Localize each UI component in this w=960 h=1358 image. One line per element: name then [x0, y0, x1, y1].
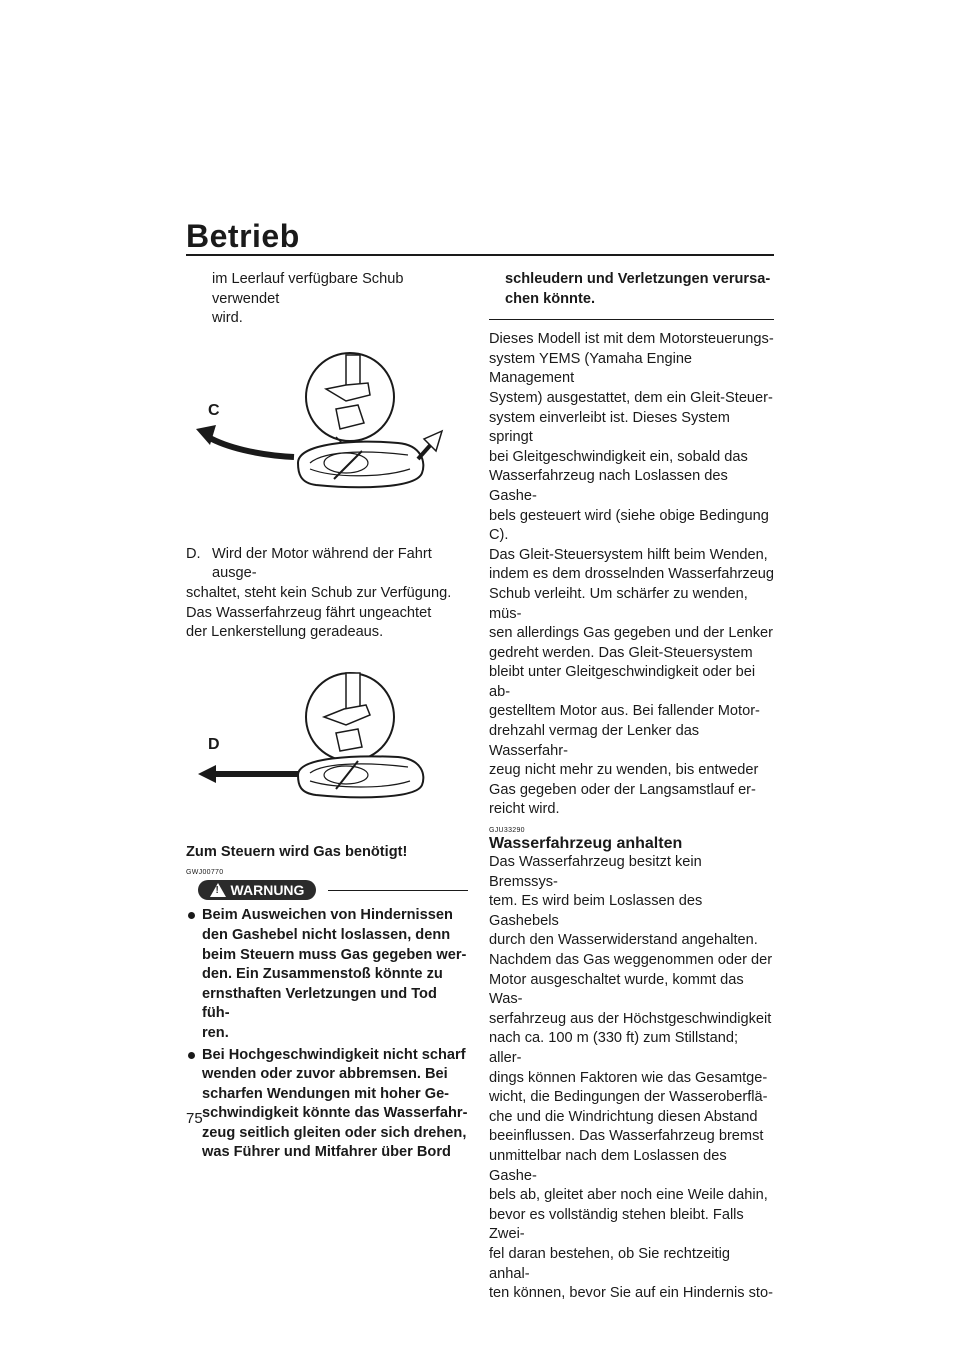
paragraph	[489, 546, 774, 820]
text-line: schaltet, steht kein Schub zur Verfügung.	[186, 584, 452, 601]
page-title: Betrieb	[186, 218, 300, 254]
text-line: Wasserfahrzeug nach Loslassen des Gashe-	[489, 468, 728, 504]
text-line: zeug nicht mehr zu wenden, bis entweder	[489, 762, 759, 779]
text-line: bels gesteuert wird (siehe obige Bedingung	[489, 507, 769, 524]
text-line: beim Steuern muss Gas gegeben wer-	[202, 946, 467, 963]
section-code: GJU33290	[489, 827, 525, 835]
bullet-icon	[188, 912, 195, 919]
text-line: Schub verleiht. Um schärfer zu wenden, müs-	[489, 585, 748, 622]
text-line: wenden oder zuvor abbremsen. Bei	[202, 1066, 448, 1083]
text-line: Das Wasserfahrzeug fährt ungeachtet	[186, 604, 432, 621]
text-line: durch den Wasserwiderstand angehalten.	[489, 932, 758, 949]
warning-badge	[198, 880, 316, 900]
list-item-d	[186, 545, 468, 643]
text-line: gestelltem Motor aus. Bei fallender Motor-	[489, 703, 760, 720]
left-column	[186, 270, 468, 1165]
text-line: gedreht werden. Das Gleit-Steuersystem	[489, 644, 753, 661]
figure-c-illustration	[186, 339, 468, 535]
text-line: dings können Faktoren wie das Gesamtge-	[489, 1069, 768, 1086]
text-line: Wird der Motor während der Fahrt ausge-	[212, 545, 432, 582]
text-line: drehzahl vermag der Lenker das Wasserfahr-	[489, 723, 700, 759]
warning-code: GWJ00770	[186, 869, 224, 877]
text-line: System) ausgestattet, dem ein Gleit-Steuer-	[489, 389, 773, 406]
text-line: reicht wird.	[489, 801, 560, 818]
text-line: Dieses Modell ist mit dem Motorsteuerungs-	[489, 331, 774, 348]
figure-d-letter: D	[208, 735, 220, 753]
text-line: nach ca. 100 m (330 ft) zum Stillstand; aller-	[489, 1030, 739, 1066]
warning-label: WARNUNG	[230, 882, 305, 899]
intro-text	[186, 270, 468, 329]
text-line: Beim Ausweichen von Hindernissen	[202, 907, 453, 924]
text-line: system einverleibt ist. Dieses System springt	[489, 409, 730, 446]
figure-c	[186, 339, 468, 535]
text-line: indem es dem drosselnden Wasserfahrzeug	[489, 566, 774, 583]
text-line: den Gashebel nicht loslassen, denn	[202, 926, 451, 943]
figure-d	[186, 661, 468, 833]
text-line: wicht, die Bedingungen der Wasseroberflä-	[489, 1089, 768, 1106]
page-number: 75	[186, 1110, 203, 1127]
text-line: Das Wasserfahrzeug besitzt kein Bremssys-	[489, 854, 702, 890]
paragraph	[489, 330, 774, 546]
text-line: Das Gleit-Steuersystem hilft beim Wenden,	[489, 546, 768, 563]
text-line: tem. Es wird beim Loslassen des Gashebels	[489, 893, 703, 929]
right-column	[489, 270, 774, 1304]
text-line: zeug seitlich gleiten oder sich drehen,	[202, 1124, 467, 1141]
subheading: Zum Steuern wird Gas benötigt!	[186, 843, 408, 860]
text-line: ren.	[202, 1024, 229, 1041]
text-line: system YEMS (Yamaha Engine Management	[489, 350, 693, 387]
title-rule	[186, 254, 774, 256]
text-line: beeinflussen. Das Wasserfahrzeug bremst	[489, 1128, 764, 1145]
text-line: schleudern und Verletzungen verursa-	[505, 271, 771, 287]
text-line: sen allerdings Gas gegeben und der Lenker	[489, 625, 773, 642]
list-marker: D.	[186, 545, 201, 562]
text-line: scharfen Wendungen mit hoher Ge-	[202, 1085, 450, 1102]
text-line: der Lenkerstellung geradeaus.	[186, 624, 384, 641]
warning-triangle-icon: !	[210, 883, 226, 897]
text-line: ernsthaften Verletzungen und Tod füh-	[202, 985, 437, 1022]
text-line: im Leerlauf verfügbare Schub verwendet	[212, 271, 404, 307]
list-item	[186, 1046, 468, 1164]
list-item	[186, 906, 468, 1043]
text-line: was Führer und Mitfahrer über Bord	[202, 1144, 451, 1161]
text-line: chen könnte.	[505, 290, 596, 307]
warning-end-rule	[489, 319, 774, 320]
section-title: Wasserfahrzeug anhalten	[489, 835, 683, 853]
text-line: den. Ein Zusammenstoß könnte zu	[202, 966, 443, 983]
bullet-icon	[188, 1052, 195, 1059]
warning-continuation	[489, 270, 774, 309]
warning-text	[186, 906, 468, 1163]
text-line: Bei Hochgeschwindigkeit nicht scharf	[202, 1046, 466, 1063]
text-line: Motor ausgeschaltet wurde, kommt das Was-	[489, 971, 744, 1008]
text-line: fel daran bestehen, ob Sie rechtzeitig anhal-	[489, 1245, 730, 1282]
text-line: bevor es vollständig stehen bleibt. Falls Zwei-	[489, 1206, 744, 1243]
text-line: bei Gleitgeschwindigkeit ein, sobald das	[489, 448, 748, 465]
text-line: wird.	[212, 310, 243, 327]
text-line: unmittelbar nach dem Loslassen des Gashe-	[489, 1147, 727, 1184]
figure-c-letter: C	[208, 401, 220, 419]
text-line: serfahrzeug aus der Höchstgeschwindigkeit	[489, 1010, 772, 1027]
warning-rule	[328, 890, 468, 891]
text-line: che und die Windrichtung diesen Abstand	[489, 1108, 758, 1125]
text-line: C).	[489, 527, 509, 544]
figure-d-illustration	[186, 661, 468, 833]
text-line: bels ab, gleitet aber noch eine Weile dahin,	[489, 1187, 768, 1204]
text-line: bleibt unter Gleitgeschwindigkeit oder bei ab-	[489, 664, 756, 700]
text-line: Nachdem das Gas weggenommen oder der	[489, 952, 773, 968]
paragraph	[489, 853, 774, 1304]
text-line: schwindigkeit könnte das Wasserfahr-	[202, 1105, 468, 1122]
text-line: ten können, bevor Sie auf ein Hindernis sto-	[489, 1285, 773, 1302]
text-line: Gas gegeben oder der Langsamstlauf er-	[489, 781, 756, 798]
warning-header	[186, 880, 468, 902]
